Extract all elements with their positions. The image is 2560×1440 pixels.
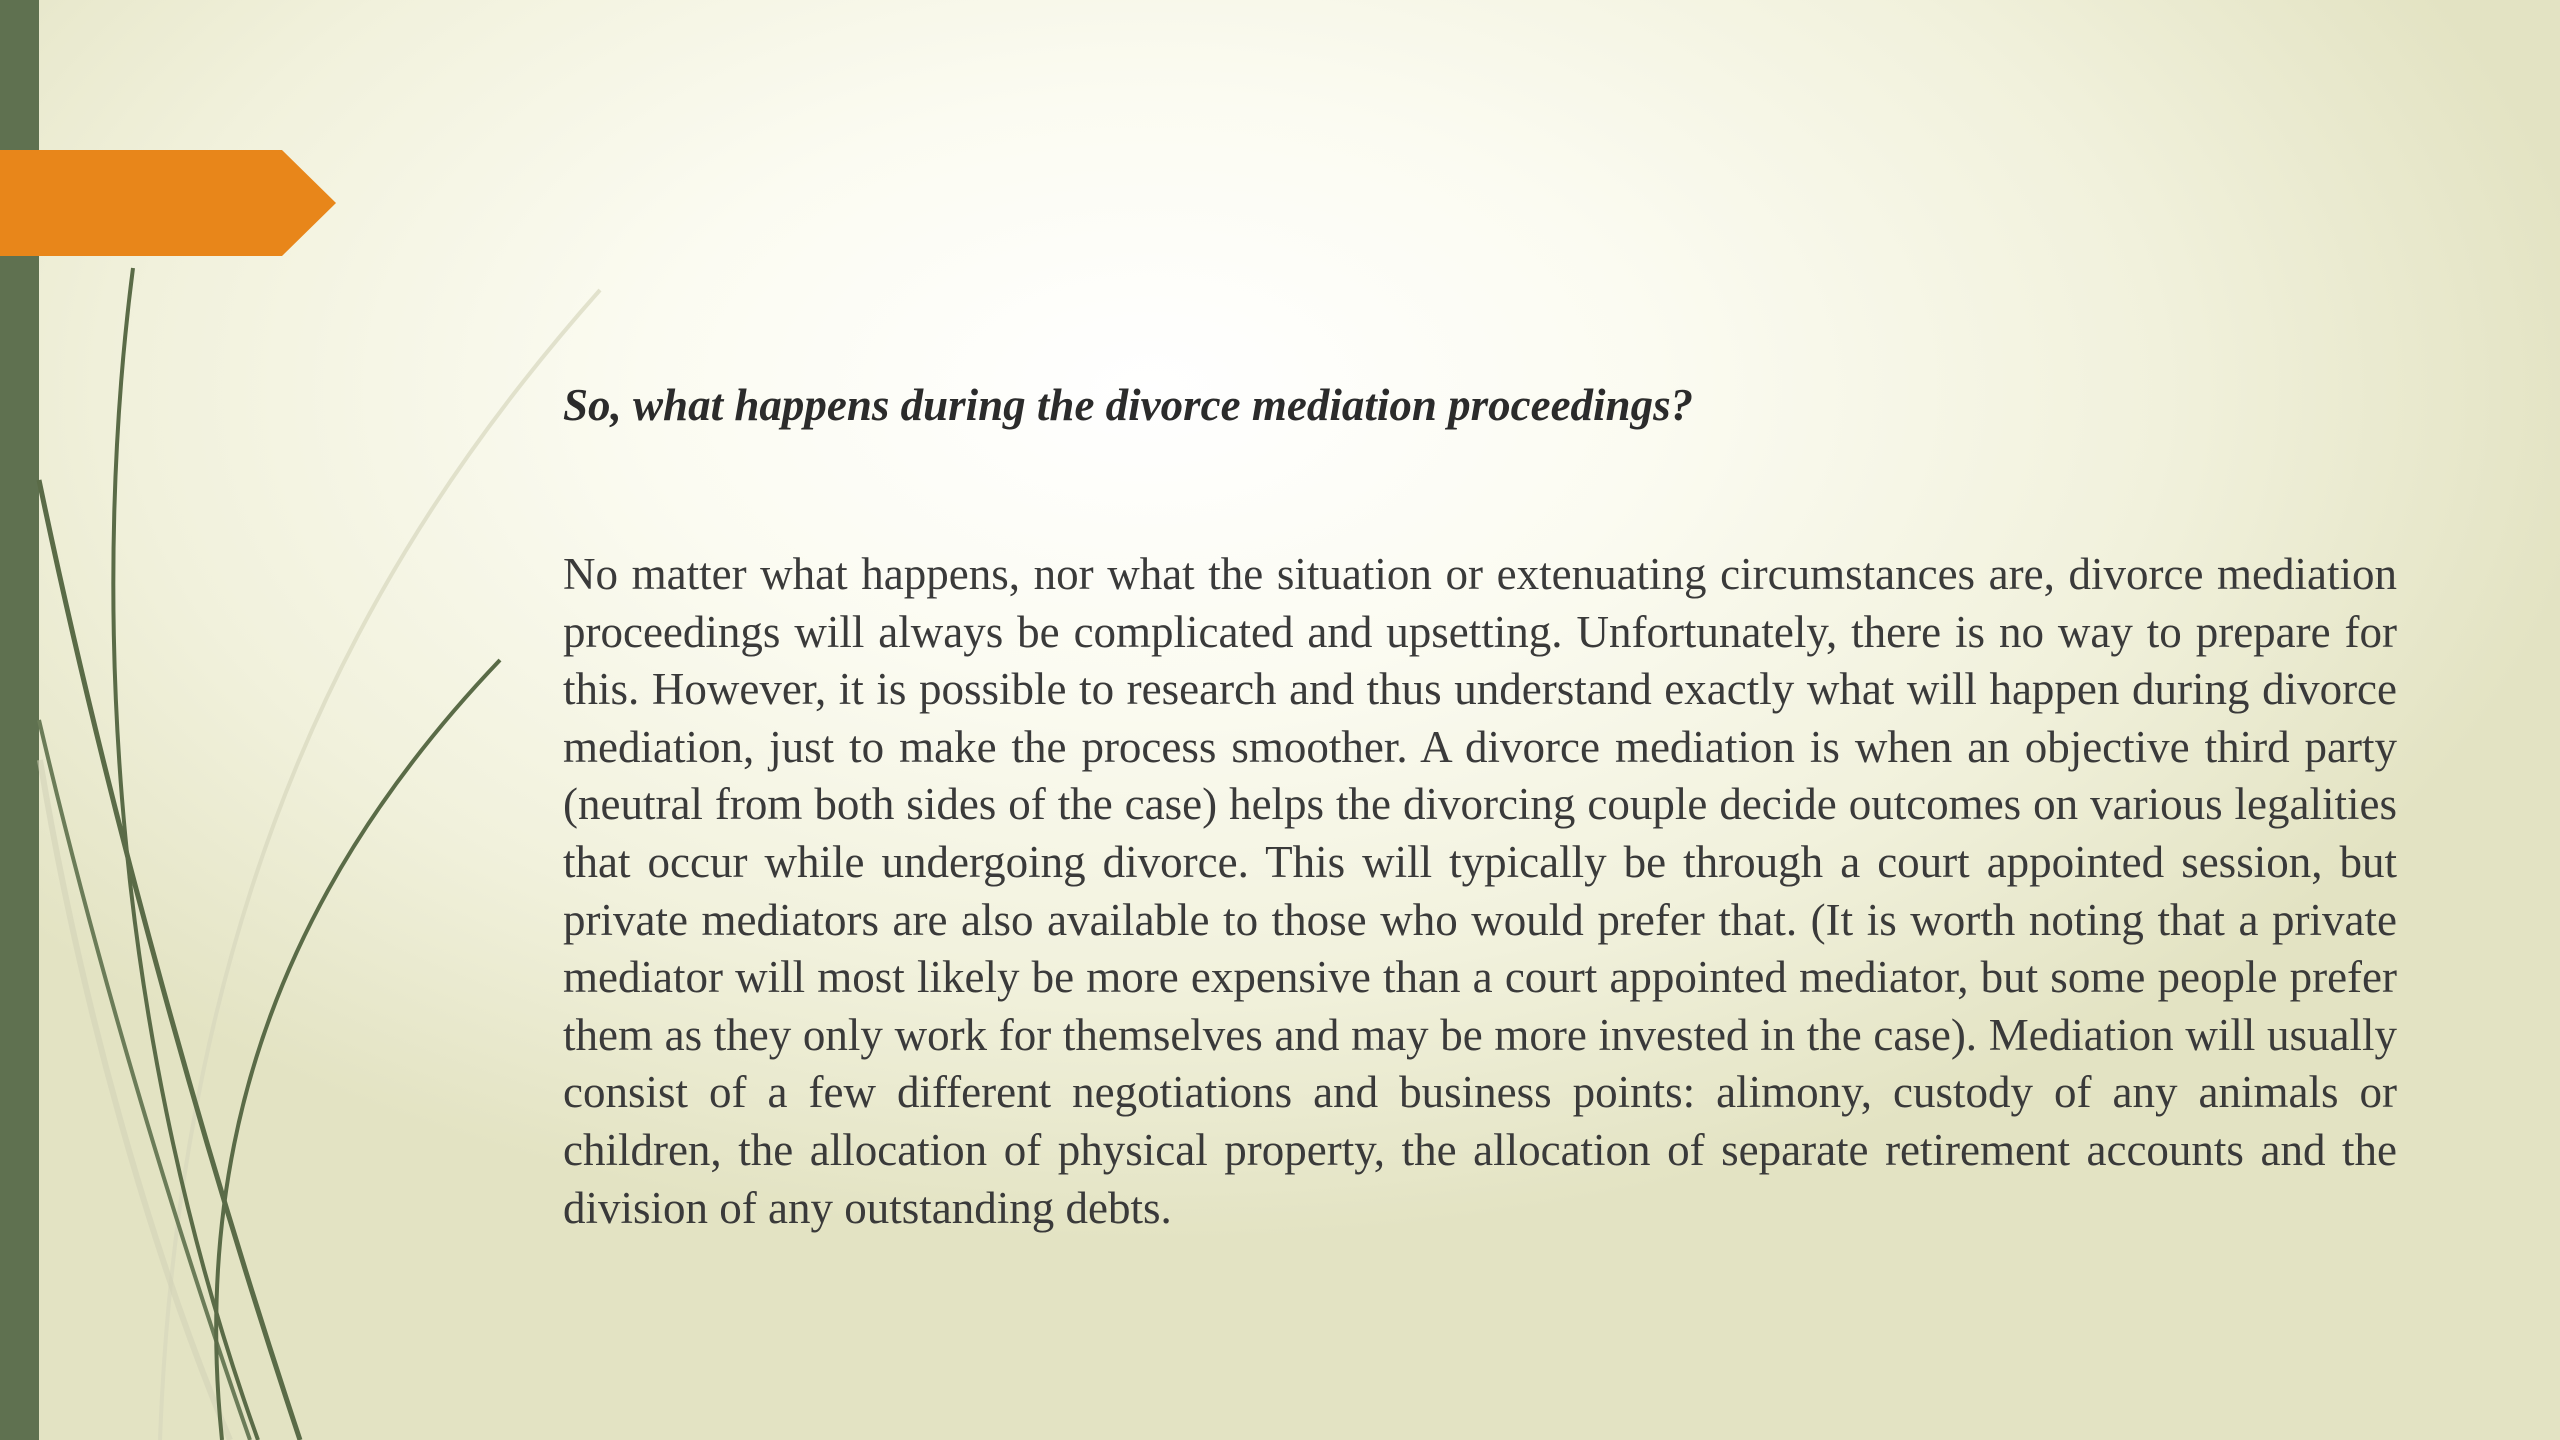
slide-body-text: No matter what happens, nor what the situation or extenuating circumstances are, divorce mediation proceedings will always be complicated and upsetting. Unfortunately, there is no way to prepare for this. However, it is possible to research and thus understand exactly what will happen during divorce mediation, just to make the process smoother. A divorce mediation is when an objective third party (neutral from both sides of the case) helps the divorcing couple decide outcomes on various legalities that occur while undergoing divorce. This will typically be through a court appointed session, but private mediators are also available to those who would prefer that. (It is worth noting that a private mediator will most likely be more expensive than a court appointed mediator, but some people prefer them as they only work for themselves and may be more invested in the case). Mediation will usually consist of a few different negotiations and business points: alimony, custody of any animals or children, the allocation of physical property, the allocation of separate retirement accounts and the division of any outstanding debts.	[563, 549, 2397, 1233]
stem-1	[113, 268, 258, 1440]
stem-3	[39, 720, 250, 1440]
stem-4	[216, 660, 500, 1440]
faint-stem-1	[160, 290, 600, 1440]
orange-arrow-tab	[0, 150, 336, 256]
faint-stem-2	[40, 760, 230, 1440]
slide-heading: So, what happens during the divorce mediation proceedings?	[563, 380, 1694, 430]
